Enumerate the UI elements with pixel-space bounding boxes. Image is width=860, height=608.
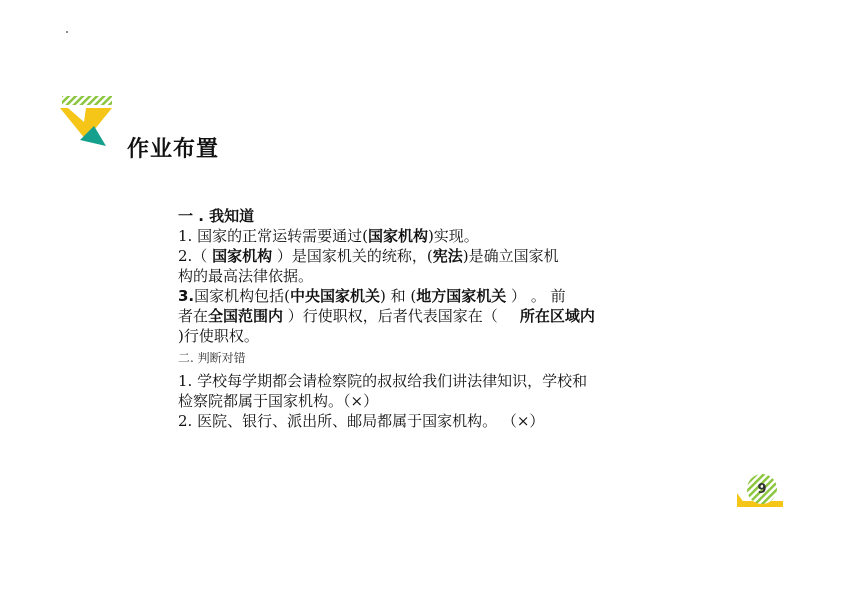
q1-text-end: )实现。	[427, 227, 479, 245]
question-2-cont: 构的最高法律依据。	[178, 267, 314, 285]
q3-answer-2: 地方国家机关	[416, 287, 507, 305]
page-title: 作业布置	[127, 137, 220, 162]
q3-text-end: ） 。 前	[506, 287, 566, 305]
section-heading-know: 一 . 我知道	[178, 207, 255, 225]
q3-line2-mid: ）行使职权，后者代表国家在（	[283, 307, 498, 325]
q2-text-mid: ）是国家机关的统称，(	[272, 247, 433, 265]
q3-line2-text: 者在	[178, 307, 209, 325]
question-3-end: )行使职权。	[178, 327, 259, 345]
q3-answer-3: 全国范围内	[208, 307, 284, 325]
homework-content	[178, 206, 778, 431]
q1-text: 1. 国家的正常运转需要通过(	[178, 227, 368, 245]
section-heading-judge: 二. 判断对错	[178, 351, 246, 365]
q3-answer-1: 中央国家机关	[290, 287, 381, 305]
q3-text: 国家机构包括(	[194, 287, 290, 305]
question-3	[178, 286, 778, 306]
judge-2: 2. 医院、银行、派出所、邮局都属于国家机构。 （×）	[178, 412, 545, 430]
question-2	[178, 246, 778, 266]
question-1	[178, 226, 778, 246]
corner-logo-icon	[60, 96, 116, 150]
q3-text-mid: ) 和 (	[380, 287, 417, 305]
corner-dot	[66, 31, 68, 33]
question-3-cont	[178, 306, 778, 326]
judge-1: 1. 学校每学期都会请检察院的叔叔给我们讲法律知识，学校和	[178, 372, 588, 390]
q2-text: 2.（	[178, 247, 213, 265]
q3-answer-4: 所在区域内	[519, 307, 595, 325]
q2-text-end: )是确立国家机	[462, 247, 559, 265]
q2-answer-1: 国家机构	[212, 247, 273, 265]
page-number: 9	[757, 482, 767, 497]
judge-1-cont: 检察院都属于国家机构。（×）	[178, 392, 379, 410]
q2-answer-2: 宪法	[432, 247, 463, 265]
q3-number: 3.	[178, 287, 195, 305]
q1-answer: 国家机构	[367, 227, 428, 245]
